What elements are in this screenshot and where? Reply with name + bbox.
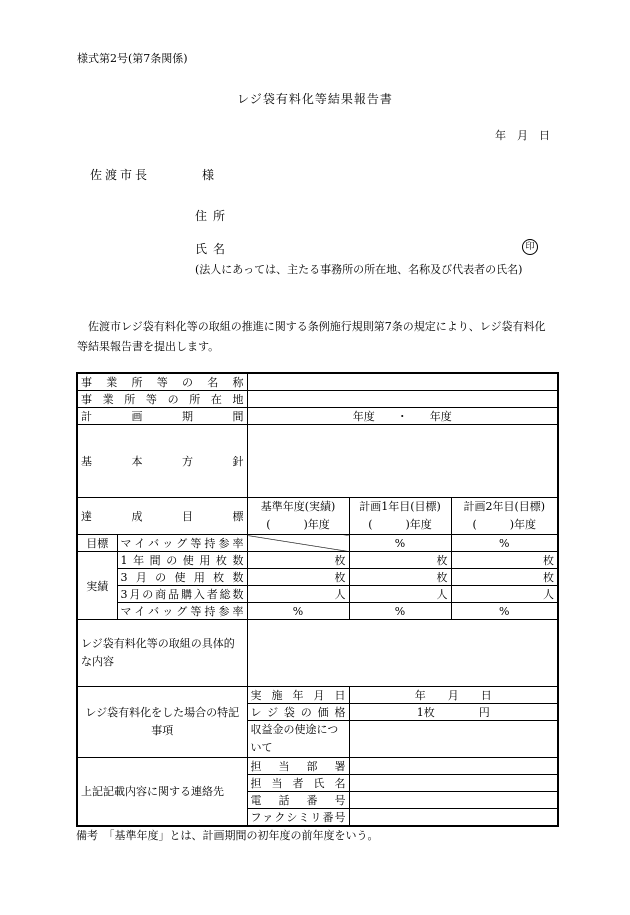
date-field: 年 月 日 (495, 129, 550, 142)
achievement-label: 達成目標 (77, 498, 247, 535)
plan-period-label: 計画期間 (77, 408, 247, 425)
concrete-field[interactable] (247, 620, 558, 687)
concrete-label: レジ袋有料化等の取組の具体的な内容 (77, 620, 247, 687)
address-label: 住所 (195, 209, 232, 223)
office-name-field[interactable] (247, 373, 558, 391)
intro-paragraph: 佐渡市レジ袋有料化等の取組の推進に関する条例施行規則第7条の規定により、レジ袋有料化等結果報告書を提出します。 (77, 320, 546, 353)
plan1-header: 計画1年目(目標) ( )年度 (349, 498, 451, 535)
plan2-header: 計画2年目(目標) ( )年度 (451, 498, 558, 535)
actual-mybag-plan2[interactable]: % (451, 603, 558, 620)
target-label: 目標 (77, 535, 117, 552)
name-label: 氏名 (195, 242, 232, 256)
recipient: 佐渡市長 (90, 168, 151, 182)
phone-field[interactable] (349, 792, 558, 809)
impl-date-field[interactable]: 年 月 日 (349, 687, 558, 704)
target-mybag-label: マイバッグ等持参率 (117, 535, 247, 552)
march-use-plan1[interactable]: 枚 (349, 569, 451, 586)
plan-period-field[interactable]: 年度 ・ 年度 (247, 408, 558, 425)
actual-mybag-label: マイバッグ等持参率 (117, 603, 247, 620)
policy-label: 基本方針 (77, 425, 247, 498)
actual-mybag-plan1[interactable]: % (349, 603, 451, 620)
annual-use-plan2[interactable]: 枚 (451, 552, 558, 569)
march-use-plan2[interactable]: 枚 (451, 569, 558, 586)
annual-use-base[interactable]: 枚 (247, 552, 349, 569)
report-table (76, 372, 559, 827)
seal-mark: 印 (522, 239, 538, 255)
remark: 備考 「基準年度」とは、計画期間の初年度の前年度をいう。 (76, 829, 379, 842)
target-base-diagonal (247, 535, 349, 552)
fax-label: ファクシミリ番号 (247, 809, 349, 827)
annual-use-label: 1年間の使用枚数 (117, 552, 247, 569)
impl-date-label: 実施年月日 (247, 687, 349, 704)
march-buyers-plan2[interactable]: 人 (451, 586, 558, 603)
dept-field[interactable] (349, 758, 558, 775)
bag-price-field[interactable]: 1枚 円 (349, 704, 558, 721)
annual-use-plan1[interactable]: 枚 (349, 552, 451, 569)
target-plan1-field[interactable]: % (349, 535, 451, 552)
march-use-label: 3月の使用枚数 (117, 569, 247, 586)
contact-label: 上記記載内容に関する連絡先 (77, 758, 247, 827)
target-plan2-field[interactable]: % (451, 535, 558, 552)
march-use-base[interactable]: 枚 (247, 569, 349, 586)
revenue-use-label: 収益金の使途について (247, 721, 349, 758)
actual-label: 実績 (77, 552, 117, 620)
march-buyers-plan1[interactable]: 人 (349, 586, 451, 603)
form-number: 様式第2号(第7条関係) (77, 52, 188, 65)
person-label: 担当者氏名 (247, 775, 349, 792)
revenue-use-field[interactable] (349, 721, 558, 758)
office-address-field[interactable] (247, 391, 558, 408)
bag-price-label: レジ袋の価格 (247, 704, 349, 721)
actual-mybag-base[interactable]: % (247, 603, 349, 620)
fax-field[interactable] (349, 809, 558, 827)
phone-label: 電話番号 (247, 792, 349, 809)
base-year-header: 基準年度(実績) ( )年度 (247, 498, 349, 535)
dept-label: 担当部署 (247, 758, 349, 775)
recipient-honorific: 様 (202, 168, 215, 182)
corporation-note: (法人にあっては、主たる事務所の所在地、名称及び代表者の氏名) (195, 263, 523, 276)
policy-field[interactable] (247, 425, 558, 498)
office-address-label: 事業所等の所在地 (77, 391, 247, 408)
page-title: レジ袋有料化等結果報告書 (237, 92, 393, 106)
march-buyers-base[interactable]: 人 (247, 586, 349, 603)
person-field[interactable] (349, 775, 558, 792)
office-name-label: 事業所等の名称 (77, 373, 247, 391)
special-label: レジ袋有料化をした場合の特記事項 (77, 687, 247, 758)
march-buyers-label: 3月の商品購入者総数 (117, 586, 247, 603)
